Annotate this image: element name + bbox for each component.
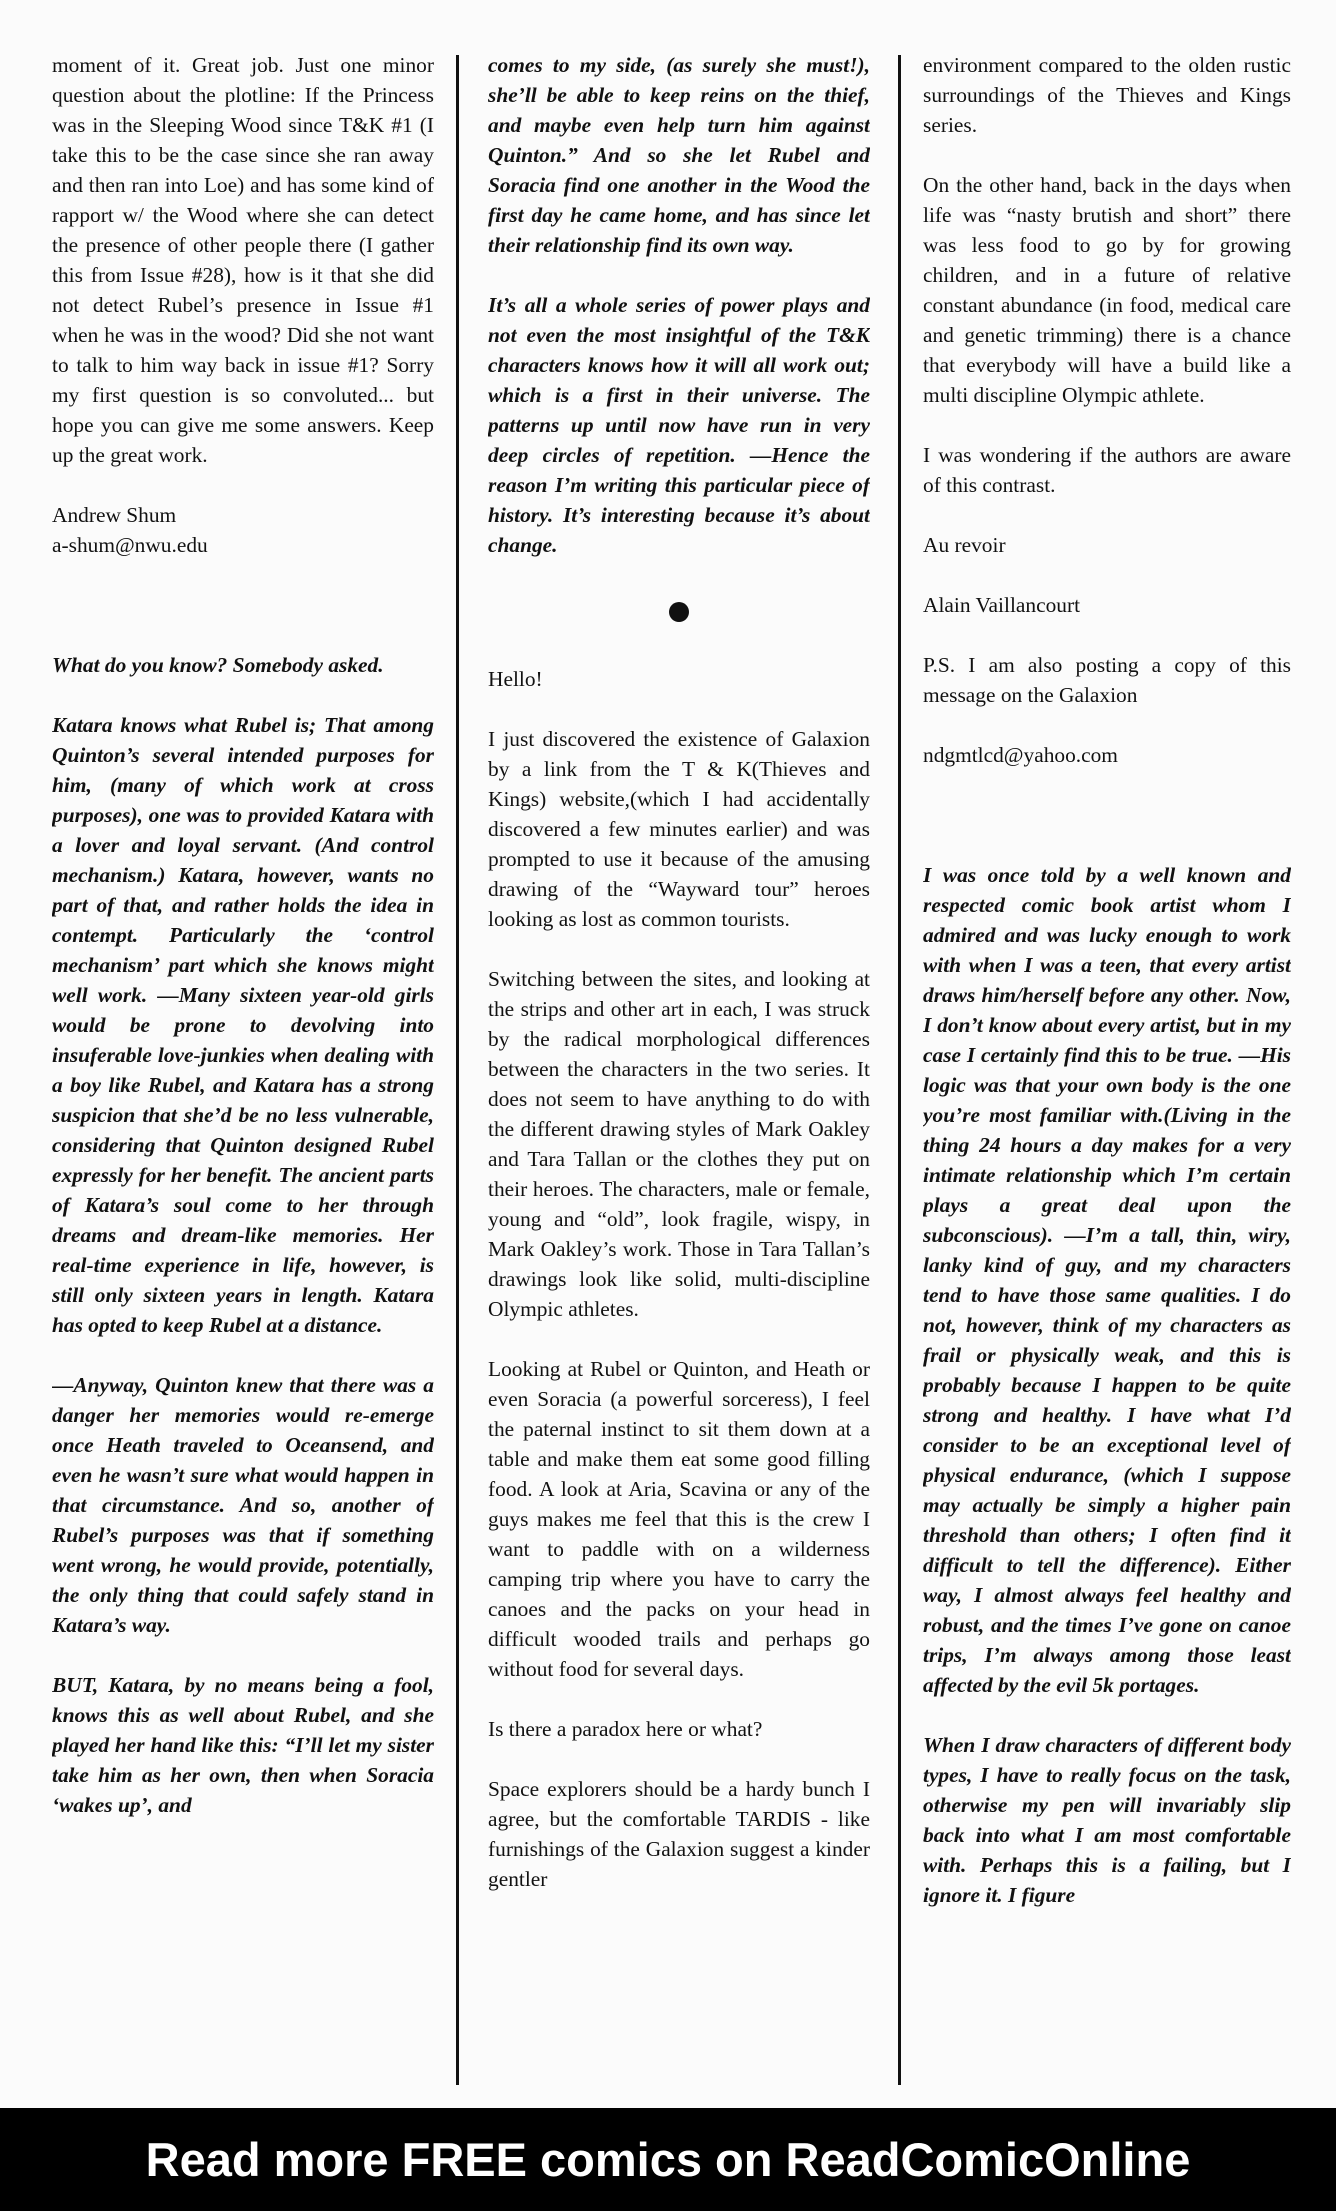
letter-paragraph: I just discovered the existence of Galaxion by a link from the T & K(Thieves and Kings) website,(which I had accidentally discovered a few minutes earlier) and was prompted to use it because of the amusing drawing of the “Wayward tour” heroes looking as lost as common tourists.: [488, 727, 870, 931]
letter-paragraph: On the other hand, back in the days when life was “nasty brutish and short” there was less food to go by for growing children, and in a future of relative constant abundance (in food, medical care and genetic trimming) there is a chance that everybody will have a build like a multi discipline Olympic athlete.: [923, 173, 1291, 407]
response-paragraph: BUT, Katara, by no means being a fool, knows this as well about Rubel, and she played her hand like this: “I’ll let my sister take him as her own, then when Soracia ‘wakes up’, and: [52, 1673, 434, 1817]
letter-paragraph: Is there a paradox here or what?: [488, 1717, 763, 1741]
letter-paragraph: Space explorers should be a hardy bunch I agree, but the comfortable TARDIS - like furnishings of the Galaxion suggest a kinder gentler: [488, 1777, 870, 1891]
signature-email: a-shum@nwu.edu: [52, 533, 208, 557]
letter-greeting: Hello!: [488, 667, 543, 691]
promo-banner: [0, 2108, 1336, 2211]
response-paragraph: I was once told by a well known and respected comic book artist whom I admired and was lucky enough to work with when I was a teen, that every artist draws him/herself before any other. Now, I don’t know about every artist, but in my case I certainly find this to be true. —His logic was that your own body is the one you’re most familiar with.(Living in the thing 24 hours a day makes for a very intimate relationship which I’m certain plays a great deal upon the subconscious). —I’m a tall, thin, wiry, lanky kind of guy, and my characters tend to have those same qualities. I do not, however, think of my characters as frail or physically weak, and this is probably because I happen to be quite strong and healthy. I have what I’d consider to be an exceptional level of physical endurance, (which I suppose may actually be simply a higher pain threshold than others; I often find it difficult to tell the difference). Either way, I almost always feel healthy and robust, and the times I’ve gone on canoe trips, I’m always among those least affected by the evil 5k portages.: [923, 863, 1291, 1697]
response-paragraph: comes to my side, (as surely she must!), she’ll be able to keep reins on the thief, and maybe even help turn him against Quinton.” And so she let Rubel and Soracia find one another in the Wood the first day he came home, and has since let their relationship find its own way.: [488, 53, 870, 257]
letter-paragraph: I was wondering if the authors are aware of this contrast.: [923, 443, 1291, 497]
bullet-dot-icon: [669, 602, 689, 622]
response-paragraph: Katara knows what Rubel is; That among Quinton’s several intended purposes for him, (many of which work at cross purposes), one was to provided Katara with a lover and loyal servant. (And control mechanism.) Katara, however, wants no part of that, and rather holds the idea in contempt. Particularly the ‘control mechanism’ part which she knows might well work. —Many sixteen year-old girls would be prone to devolving into insuferable love-junkies when dealing with a boy like Rubel, and Katara has a strong suspicion that she’d be no less vulnerable, considering that Quinton designed Rubel expressly for her benefit. The ancient parts of Katara’s soul come to her through dreams and dream-like memories. Her real-time experience in life, however, is still only sixteen years in length. Katara has opted to keep Rubel at a distance.: [52, 713, 434, 1337]
response-paragraph: What do you know? Somebody asked.: [52, 653, 384, 677]
letter-postscript: P.S. I am also posting a copy of this message on the Galaxion: [923, 653, 1291, 707]
letter-paragraph: Looking at Rubel or Quinton, and Heath or even Soracia (a powerful sorceress), I feel the paternal instinct to sit them down at a table and make them eat some good filling food. A look at Aria, Scavina or any of the guys makes me feel that this is the crew I want to paddle with on a wilderness camping trip where you have to carry the canoes and the packs on your head in difficult wooded trails and perhaps go without food for several days.: [488, 1357, 870, 1681]
signature-email: ndgmtlcd@yahoo.com: [923, 743, 1118, 767]
letter-closing: Au revoir: [923, 533, 1006, 557]
column-divider-right: [898, 55, 901, 2085]
response-paragraph: —Anyway, Quinton knew that there was a danger her memories would re-emerge once Heath traveled to Oceansend, and even he wasn’t sure what would happen in that circumstance. And so, another of Rubel’s purposes was that if something went wrong, he would provide, potentially, the only thing that could safely stand in Katara’s way.: [52, 1373, 434, 1637]
spacer: [52, 590, 434, 650]
column-right: [923, 50, 1291, 2090]
letter-paragraph: moment of it. Great job. Just one minor question about the plotline: If the Princess was in the Sleeping Wood since T&K #1 (I take this to be the case since she ran away and then ran into Loe) and has some kind of rapport w/ the Wood where she can detect the presence of other people there (I gather this from Issue #28), how is it that she did not detect Rubel’s presence in Issue #1 when he was in the wood? Did she not want to talk to him way back in issue #1? Sorry my first question is so convoluted... but hope you can give me some answers. Keep up the great work.: [52, 53, 434, 467]
response-paragraph: When I draw characters of different body types, I have to really focus on the task, otherwise my pen will invariably slip back into what I am most comfortable with. Perhaps this is a failing, but I ignore it. I figure: [923, 1733, 1291, 1907]
signature-name: Andrew Shum: [52, 503, 177, 527]
letter-signature: [52, 500, 434, 560]
column-left: [52, 50, 434, 2090]
section-separator: [488, 590, 870, 640]
signature-name: Alain Vaillancourt: [923, 593, 1081, 617]
column-divider-left: [456, 55, 459, 2085]
response-paragraph: It’s all a whole series of power plays and not even the most insightful of the T&K characters knows how it will all work out; which is a first in their universe. The patterns up until now have run in very deep circles of repetition. —Hence the reason I’m writing this particular piece of history. It’s interesting because it’s about change.: [488, 293, 870, 557]
letter-paragraph: environment compared to the olden rustic surroundings of the Thieves and Kings series.: [923, 53, 1291, 137]
column-middle: [488, 50, 870, 2090]
promo-banner-text: Read more FREE comics on ReadComicOnline: [145, 2133, 1191, 2186]
letter-paragraph: Switching between the sites, and looking at the strips and other art in each, I was struck by the radical morphological differences between the characters in the two series. It does not seem to have anything to do with the different drawing styles of Mark Oakley and Tara Tallan or the clothes they put on their heroes. The characters, male or female, young and “old”, look fragile, wispy, in Mark Oakley’s work. Those in Tara Tallan’s drawings look like solid, multi-discipline Olympic athletes.: [488, 967, 870, 1321]
spacer: [923, 800, 1291, 860]
